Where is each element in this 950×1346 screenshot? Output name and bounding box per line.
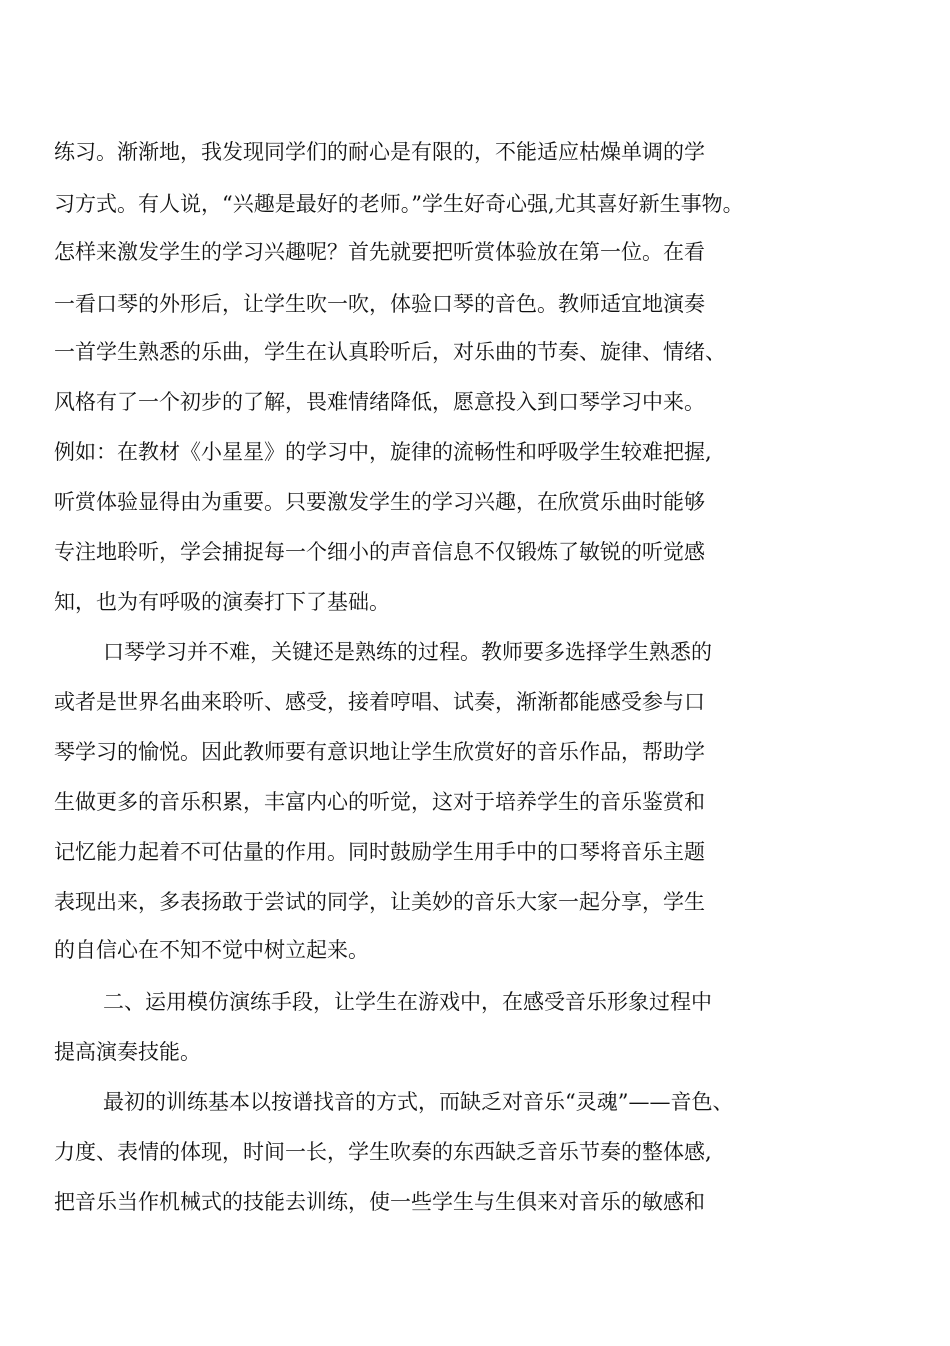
text-line: 怎样来激发学生的学习兴趣呢？首先就要把听赏体验放在第一位。在看 [54,240,705,264]
section-heading-line: 提高演奏技能。 [54,1040,201,1064]
text-line: 记忆能力起着不可估量的作用。同时鼓励学生用手中的口琴将音乐主题 [54,840,705,864]
paragraph-first-line: 口琴学习并不难，关键还是熟练的过程。教师要多选择学生熟悉的 [103,640,712,664]
text-line: 风格有了一个初步的了解，畏难情绪降低，愿意投入到口琴学习中来。 [54,390,705,414]
text-line: 例如：在教材《小星星》的学习中，旋律的流畅性和呼吸学生较难把握, [54,440,712,464]
text-line: 的自信心在不知不觉中树立起来。 [54,938,369,962]
text-line: 专注地聆听，学会捕捉每一个细小的声音信息不仅锻炼了敏锐的听觉感 [54,540,705,564]
text-line: 力度、表情的体现，时间一长，学生吹奏的东西缺乏音乐节奏的整体感, [54,1140,712,1164]
text-line: 习方式。有人说，“兴趣是最好的老师。”学生好奇心强,尤其喜好新生事物。 [54,192,744,216]
text-line: 一看口琴的外形后，让学生吹一吹，体验口琴的音色。教师适宜地演奏 [54,292,705,316]
text-line: 一首学生熟悉的乐曲，学生在认真聆听后，对乐曲的节奏、旋律、情绪、 [54,340,726,364]
section-heading-line: 二、运用模仿演练手段，让学生在游戏中，在感受音乐形象过程中 [103,990,712,1014]
text-line: 表现出来，多表扬敢于尝试的同学，让美妙的音乐大家一起分享，学生 [54,890,705,914]
text-line: 练习。渐渐地，我发现同学们的耐心是有限的，不能适应枯燥单调的学 [54,140,705,164]
text-line: 知，也为有呼吸的演奏打下了基础。 [54,590,390,614]
paragraph-first-line: 最初的训练基本以按谱找音的方式，而缺乏对音乐“灵魂”——音色、 [103,1090,734,1114]
text-line: 听赏体验显得由为重要。只要激发学生的学习兴趣，在欣赏乐曲时能够 [54,490,705,514]
text-line: 生做更多的音乐积累，丰富内心的听觉，这对于培养学生的音乐鉴赏和 [54,790,705,814]
text-line: 或者是世界名曲来聆听、感受，接着哼唱、试奏，渐渐都能感受参与口 [54,690,705,714]
text-line: 琴学习的愉悦。因此教师要有意识地让学生欣赏好的音乐作品，帮助学 [54,740,705,764]
text-line: 把音乐当作机械式的技能去训练，使一些学生与生俱来对音乐的敏感和 [54,1190,705,1214]
